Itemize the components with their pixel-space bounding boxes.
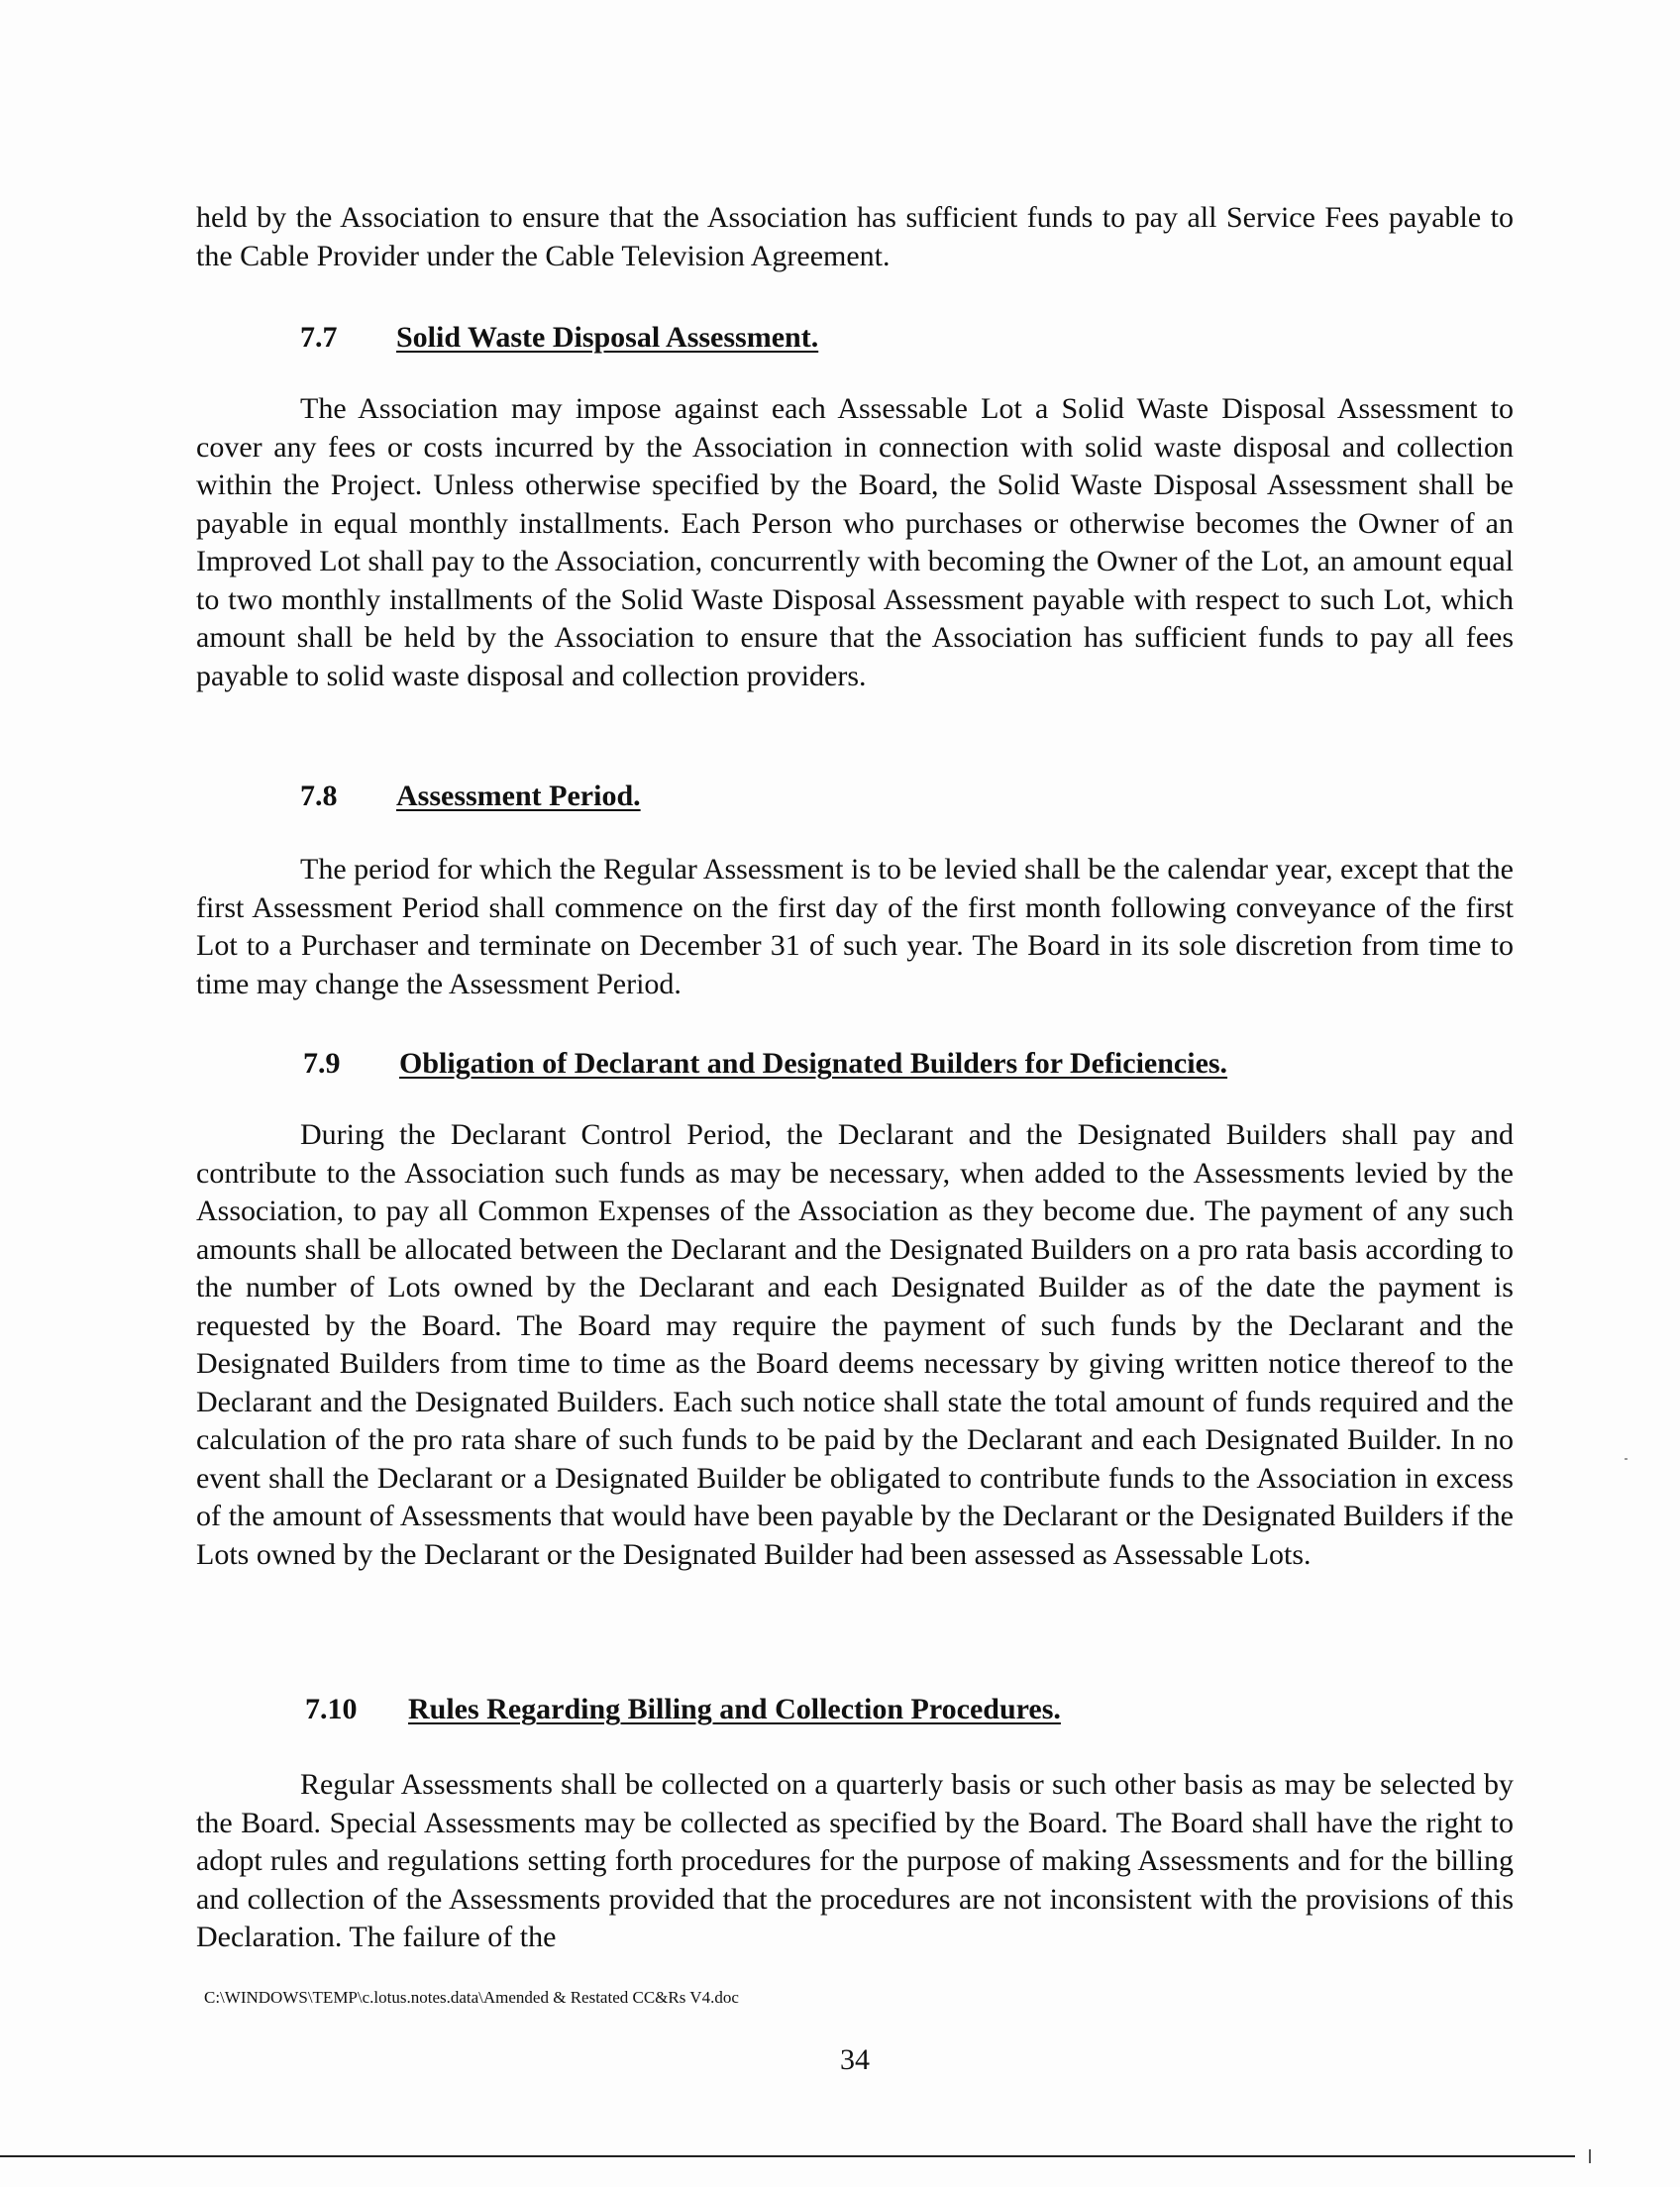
page-number: 34 xyxy=(840,2043,870,2076)
section-7-10-body: Regular Assessments shall be collected on a quarterly basis or such other basis as may be selected by the Board. Special Assessments may be collected as specified by the Board. The Board shall have the right to adopt rules and regulations setting forth procedures for the purpose of making Assessments and for the billing and collection of the Assessments provided that the procedures are not inconsistent with the provisions of this Declaration. The failure of the xyxy=(196,1768,1514,1953)
section-number: 7.7 xyxy=(300,321,338,354)
section-7-9-body: During the Declarant Control Period, the Declarant and the Designated Builders shall pay and contribute to the Association such funds as may be necessary, when added to the Assessments levied by the Association, to pay all Common Expenses of the Association as they become due. The payment of any such amounts shall be allocated between the Declarant and the Designated Builders on a pro rata basis according to the number of Lots owned by the Declarant and each Designated Builder as of the date the payment is requested by the Board. The Board may require the payment of such funds by the Declarant and the Designated Builders from time to time as the Board deems necessary by giving written notice thereof to the Declarant and the Designated Builders. Each such notice shall state the total amount of funds required and the calculation of the pro rata share of such funds to be paid by the Declarant and each Designated Builder. In no event shall the Declarant or a Designated Builder be obligated to contribute funds to the Association in excess of the amount of Assessments that would have been payable by the Declarant or the Designated Builders if the Lots owned by the Declarant or the Designated Builder had been assessed as Assessable Lots. xyxy=(196,1118,1514,1571)
section-number: 7.10 xyxy=(305,1693,358,1725)
section-title: Solid Waste Disposal Assessment. xyxy=(396,321,819,354)
section-title: Assessment Period. xyxy=(396,780,641,812)
section-title: Obligation of Declarant and Designated Builders for Deficiencies. xyxy=(399,1047,1228,1080)
intro-paragraph: held by the Association to ensure that the Association has sufficient funds to pay all Service Fees payable to the Cable Provider under the Cable Television Agreement. xyxy=(196,201,1514,272)
section-heading-7-10 xyxy=(305,1691,1061,1728)
section-7-7-body: The Association may impose against each Assessable Lot a Solid Waste Disposal Assessment to cover any fees or costs incurred by the Association in connection with solid waste disposal and collection within the Project. Unless otherwise specified by the Board, the Solid Waste Disposal Assessment shall be payable in equal monthly installments. Each Person who purchases or otherwise becomes the Owner of an Improved Lot shall pay to the Association, concurrently with becoming the Owner of the Lot, an amount equal to two monthly installments of the Solid Waste Disposal Assessment payable with respect to such Lot, which amount shall be held by the Association to ensure that the Association has sufficient funds to pay all fees payable to solid waste disposal and collection providers. xyxy=(196,392,1514,692)
section-heading-7-7 xyxy=(300,319,818,357)
bottom-rule xyxy=(0,2155,1575,2157)
footer-file-path: C:\WINDOWS\TEMP\c.lotus.notes.data\Amended & Restated CC&Rs V4.doc xyxy=(204,1988,739,2007)
section-number: 7.8 xyxy=(300,780,338,812)
edge-mark xyxy=(1589,2149,1591,2163)
section-heading-7-9 xyxy=(303,1045,1227,1083)
section-title: Rules Regarding Billing and Collection Procedures. xyxy=(408,1693,1061,1725)
section-7-8-body: The period for which the Regular Assessment is to be levied shall be the calendar year, except that the first Assessment Period shall commence on the first day of the first month following conveyance of the first Lot to a Purchaser and terminate on December 31 of such year. The Board in its sole discretion from time to time may change the Assessment Period. xyxy=(196,853,1514,1000)
scan-speck xyxy=(1625,1458,1628,1460)
section-heading-7-8 xyxy=(300,778,641,815)
section-number: 7.9 xyxy=(303,1047,341,1080)
